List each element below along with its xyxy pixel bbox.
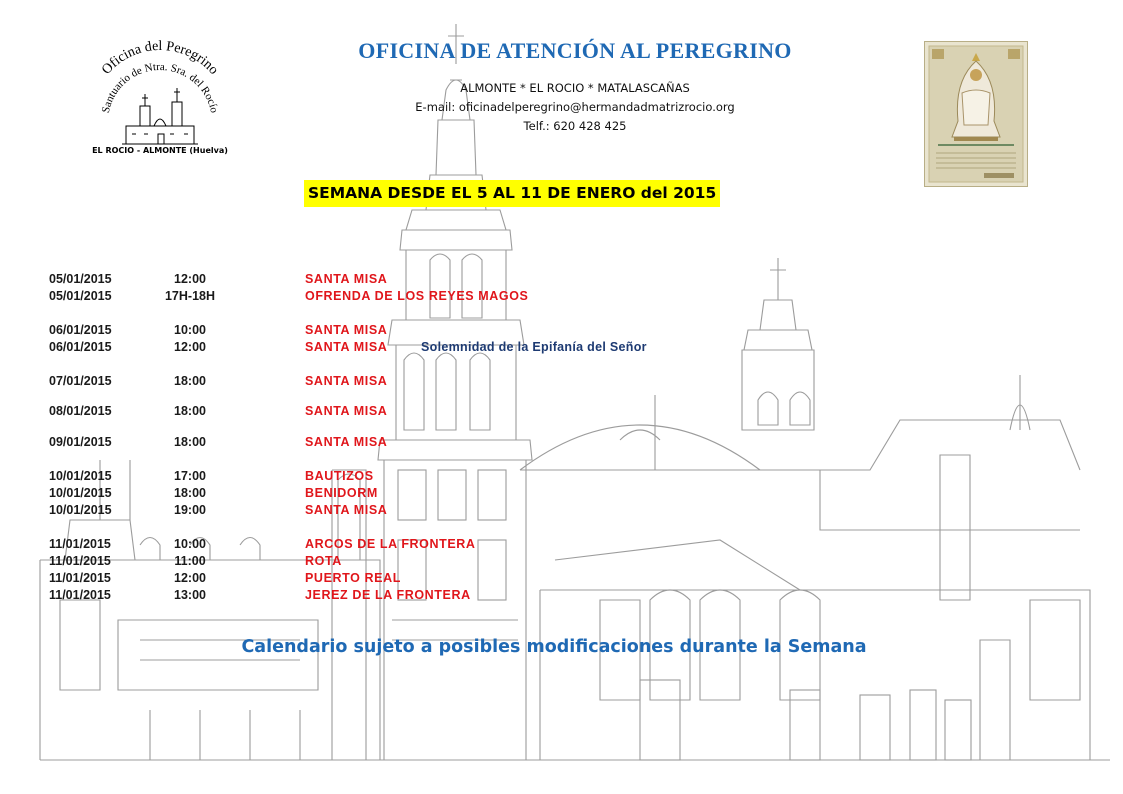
week-heading: SEMANA DESDE EL 5 AL 11 DE ENERO del 2015 [304, 180, 720, 207]
page-title: OFICINA DE ATENCIÓN AL PEREGRINO [358, 38, 792, 63]
row-time: 18:00 [174, 374, 206, 388]
row-time: 18:00 [174, 404, 206, 418]
row-event: BAUTIZOS [305, 469, 374, 483]
row-date: 10/01/2015 [49, 469, 112, 483]
row-event: SANTA MISA [305, 404, 388, 418]
row-time: 17:00 [174, 469, 206, 483]
row-date: 11/01/2015 [49, 537, 111, 551]
schedule-row [0, 339, 1123, 356]
row-time: 10:00 [174, 537, 206, 551]
row-event: SANTA MISA [305, 374, 388, 388]
phone-line: Telf.: 620 428 425 [523, 119, 627, 133]
row-time: 18:00 [174, 435, 206, 449]
row-date: 11/01/2015 [49, 554, 111, 568]
row-time: 12:00 [174, 340, 206, 354]
row-date: 11/01/2015 [49, 588, 111, 602]
row-time: 13:00 [174, 588, 206, 602]
row-event: JEREZ DE LA FRONTERA [305, 588, 471, 602]
row-date: 08/01/2015 [49, 404, 112, 418]
row-date: 10/01/2015 [49, 503, 112, 517]
schedule-row [0, 485, 1123, 502]
row-date: 09/01/2015 [49, 435, 112, 449]
footer-note: Calendario sujeto a posibles modificaciones durante la Semana [241, 637, 867, 657]
schedule-row [0, 468, 1123, 485]
row-date: 10/01/2015 [49, 486, 112, 500]
schedule-row [0, 553, 1123, 570]
schedule-row [0, 322, 1123, 339]
row-event: SANTA MISA [305, 435, 388, 449]
row-event: SANTA MISA [305, 340, 388, 354]
row-event: SANTA MISA [305, 503, 388, 517]
row-time: 19:00 [174, 503, 206, 517]
row-time: 18:00 [174, 486, 206, 500]
row-event: ARCOS DE LA FRONTERA [305, 537, 476, 551]
office-logo [78, 40, 243, 160]
logo-arc-text: Oficina del Peregrino [99, 40, 222, 78]
row-time: 11:00 [174, 554, 206, 568]
locations-line: ALMONTE * EL ROCIO * MATALASCAÑAS [460, 81, 690, 95]
row-event: BENIDORM [305, 486, 378, 500]
row-time: 12:00 [174, 272, 206, 286]
logo-caption: EL ROCIO - ALMONTE (Huelva) [92, 146, 228, 155]
row-time: 12:00 [174, 571, 206, 585]
schedule-row [0, 502, 1123, 519]
row-event: SANTA MISA [305, 323, 388, 337]
row-date: 11/01/2015 [49, 571, 111, 585]
schedule-row [0, 587, 1123, 604]
row-event: SANTA MISA [305, 272, 388, 286]
virgin-image [924, 41, 1028, 187]
row-date: 05/01/2015 [49, 272, 112, 286]
row-event: OFRENDA DE LOS REYES MAGOS [305, 289, 529, 303]
row-date: 06/01/2015 [49, 323, 112, 337]
schedule-row [0, 434, 1123, 451]
row-event: PUERTO REAL [305, 571, 401, 585]
row-note: Solemnidad de la Epifanía del Señor [421, 340, 647, 354]
sanctuary-icon [122, 88, 198, 144]
schedule-row [0, 570, 1123, 587]
schedule-row [0, 373, 1123, 390]
email-line: E-mail: oficinadelperegrino@hermandadmatrizrocio.org [415, 100, 735, 114]
row-date: 06/01/2015 [49, 340, 112, 354]
row-date: 07/01/2015 [49, 374, 112, 388]
row-time: 17H-18H [164, 289, 216, 303]
logo-inner-text: Santuario de Ntra. Sra. del Rocío [99, 60, 221, 115]
row-date: 05/01/2015 [49, 289, 112, 303]
schedule-row [0, 271, 1123, 288]
row-time: 10:00 [174, 323, 206, 337]
schedule-row [0, 288, 1123, 305]
schedule-row [0, 536, 1123, 553]
schedule-row [0, 403, 1123, 420]
row-event: ROTA [305, 554, 342, 568]
